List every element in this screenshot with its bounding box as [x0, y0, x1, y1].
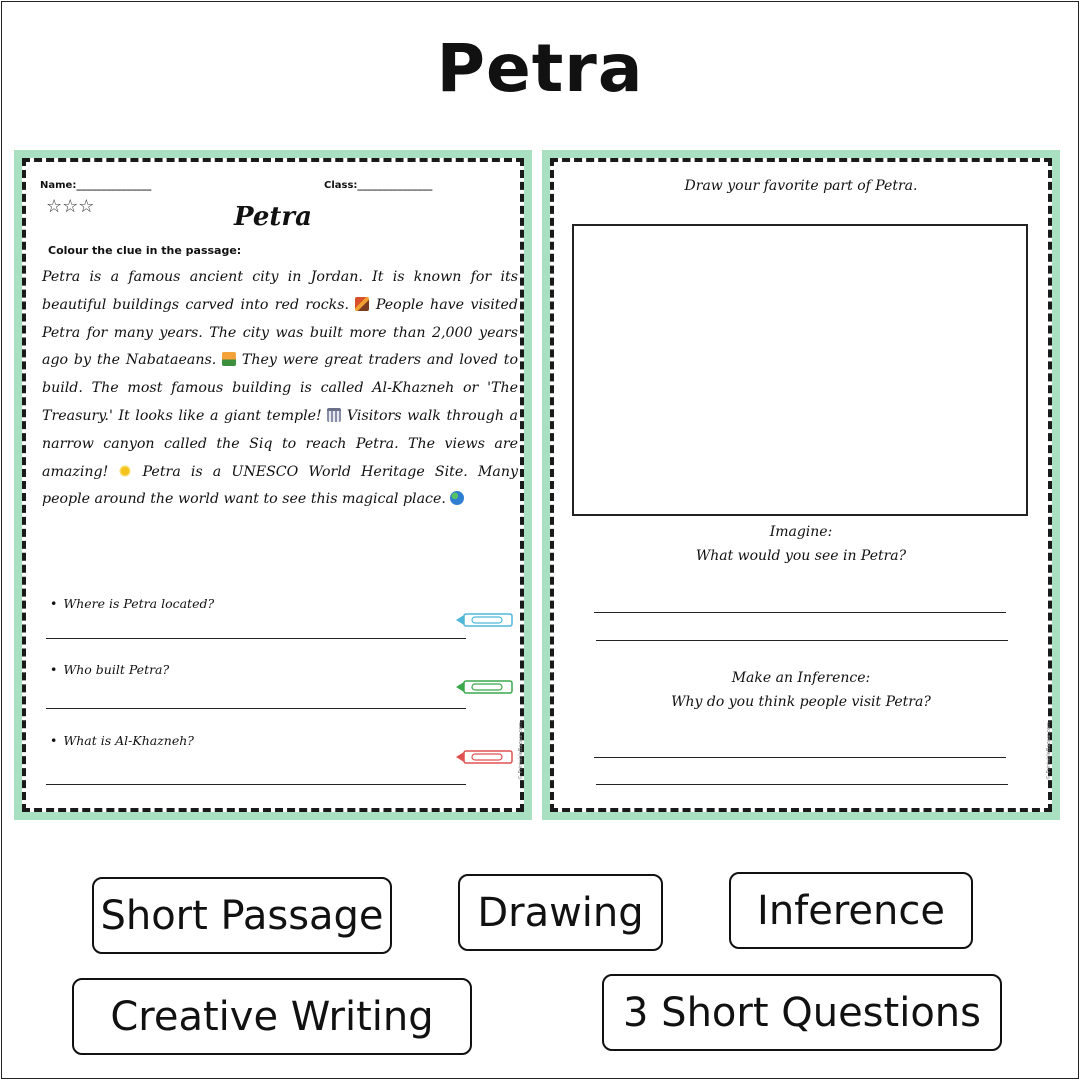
crayon-icon	[456, 679, 516, 695]
question-2	[50, 662, 169, 677]
crayon-icon	[456, 749, 516, 765]
imagine-question: What would you see in Petra?	[695, 548, 907, 564]
worksheet-page-drawing	[542, 150, 1060, 820]
tag-inference: Inference	[729, 872, 973, 949]
answer-line[interactable]	[594, 612, 1006, 613]
answer-line[interactable]	[46, 638, 466, 639]
rating-stars-icon: ☆☆☆	[46, 196, 95, 217]
question-text: What is Al-Khazneh?	[63, 733, 194, 748]
question-3	[50, 733, 194, 748]
answer-line[interactable]	[594, 757, 1006, 758]
page-dashed-border	[22, 158, 524, 812]
bullet: •	[50, 733, 58, 748]
sun-icon	[118, 464, 132, 478]
question-text: Who built Petra?	[63, 662, 170, 677]
sunset-icon	[222, 352, 236, 366]
answer-line[interactable]	[46, 784, 466, 785]
worksheet-title: Petra	[234, 202, 312, 232]
tag-short-passage: Short Passage	[92, 877, 392, 954]
passage-segment: People have visited Petra for many years. The city was built more than 2,000 years ago by the Nabataeans.	[42, 296, 518, 369]
drawing-area[interactable]	[572, 224, 1028, 516]
tag-3-short-questions: 3 Short Questions	[602, 974, 1002, 1051]
question-1	[50, 596, 214, 611]
worksheet-page-passage	[14, 150, 532, 820]
passage-segment: They were great traders and loved to build. The most famous building is called Al-Khazneh or 'The Treasury.' It looks like a giant temple!	[42, 352, 518, 424]
watermark: © PrintableBazaar.com	[1046, 722, 1052, 780]
page-title: Petra	[436, 30, 644, 107]
passage-segment: Petra is a famous ancient city in Jordan. It is known for its beautiful buildings carved into red rocks.	[42, 269, 518, 313]
temple-icon	[327, 408, 341, 422]
question-text: Where is Petra located?	[63, 596, 215, 611]
imagine-label: Imagine:	[769, 524, 833, 540]
passage-segment: Petra is a UNESCO World Heritage Site. Many people around the world want to see this magical place.	[42, 463, 518, 508]
crayon-icon	[456, 612, 516, 628]
name-field-label: Name:_______________	[40, 180, 152, 191]
globe-icon	[450, 491, 464, 505]
answer-line[interactable]	[596, 640, 1008, 641]
inference-question: Why do you think people visit Petra?	[671, 694, 931, 710]
inference-label: Make an Inference:	[731, 670, 871, 686]
tag-drawing: Drawing	[458, 874, 663, 951]
page-dashed-border	[550, 158, 1052, 812]
instruction-text: Colour the clue in the passage:	[48, 244, 242, 257]
bullet: •	[50, 662, 58, 677]
watermark: © PrintableBazaar.com	[518, 722, 524, 780]
rock-icon	[355, 297, 369, 311]
answer-line[interactable]	[46, 708, 466, 709]
draw-prompt: Draw your favorite part of Petra.	[684, 178, 918, 194]
bullet: •	[50, 596, 58, 611]
reading-passage	[42, 264, 518, 514]
class-field-label: Class:_______________	[324, 180, 433, 191]
tag-creative-writing: Creative Writing	[72, 978, 472, 1055]
passage-segment: Visitors walk through a narrow canyon called the Siq to reach Petra. The views are amazing!	[42, 407, 518, 480]
answer-line[interactable]	[596, 784, 1008, 785]
